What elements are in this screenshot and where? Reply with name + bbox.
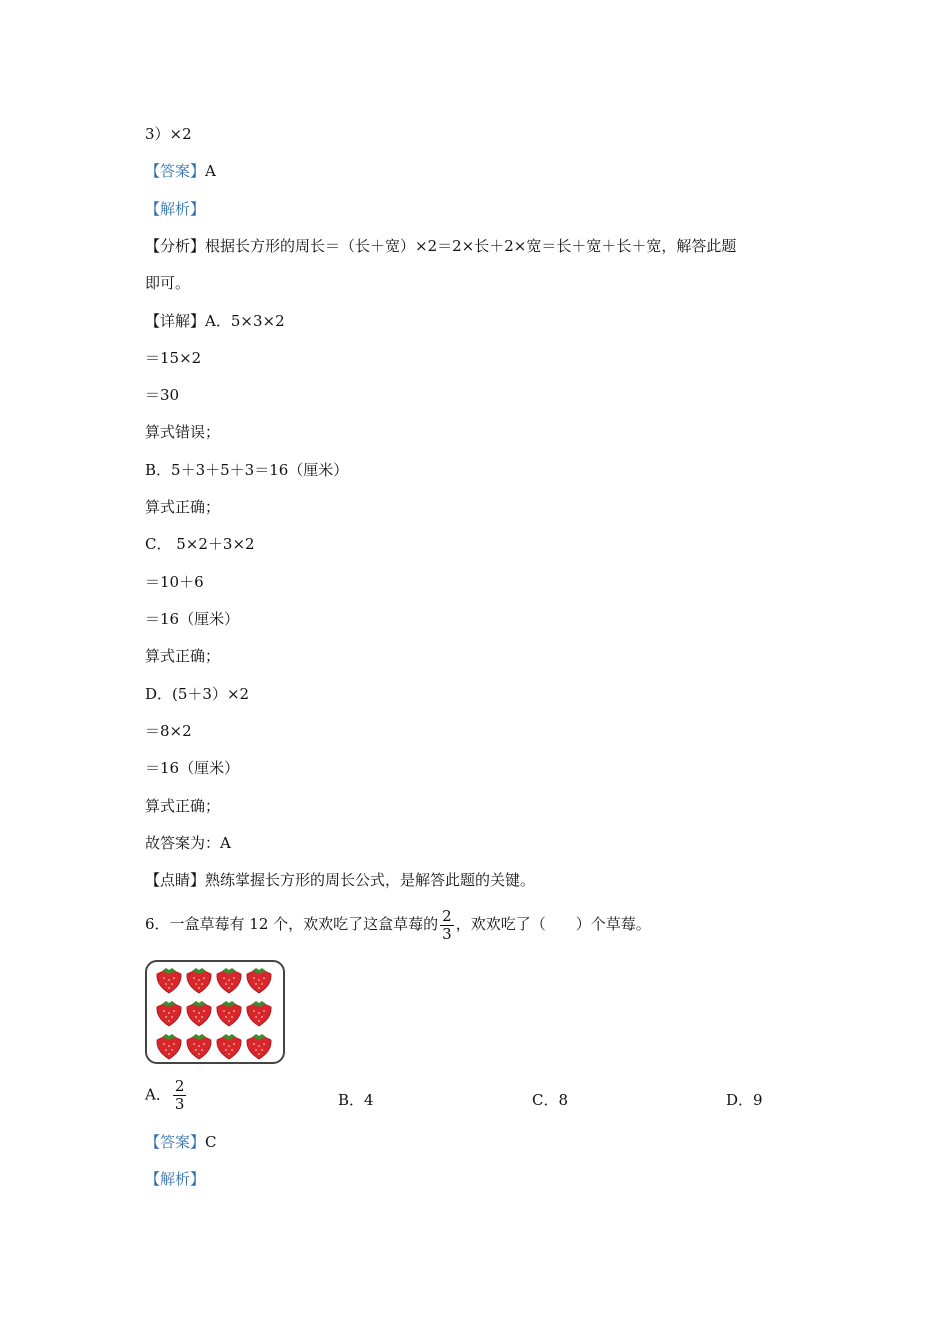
strawberry-icon bbox=[247, 1001, 271, 1026]
text-line: 故答案为：A bbox=[145, 834, 231, 852]
fenxi-tag: 【分析】 bbox=[145, 237, 206, 255]
fenxi-text: 根据长方形的周长＝（长＋宽）×2＝2×长＋2×宽＝长＋宽＋长＋宽，解答此题 bbox=[205, 237, 737, 255]
strawberry-icon bbox=[187, 968, 211, 993]
strawberry-box bbox=[145, 960, 285, 1064]
text-line: D．(5＋3）×2 bbox=[145, 685, 250, 703]
text-line: C． 5×2＋3×2 bbox=[145, 535, 255, 553]
option-a[interactable] bbox=[145, 1078, 188, 1113]
option-a-fraction bbox=[173, 1078, 187, 1113]
strawberry-icon bbox=[247, 1034, 271, 1059]
option-a-label: A． bbox=[145, 1085, 171, 1104]
fraction-numerator: 2 bbox=[442, 906, 452, 925]
question-prefix: 6．一盒草莓有 12 个，欢欢吃了这盒草莓的 bbox=[145, 915, 439, 933]
xiangjie-line bbox=[145, 311, 285, 331]
strawberry-icon bbox=[247, 968, 271, 993]
text-line: ＝16（厘米） bbox=[145, 610, 240, 628]
text-line: 即可。 bbox=[145, 274, 191, 292]
fraction-denominator: 3 bbox=[174, 1095, 185, 1113]
fenxi-line bbox=[145, 236, 736, 256]
answer-line bbox=[145, 161, 216, 181]
question-fraction bbox=[440, 908, 454, 943]
answer-value: C bbox=[205, 1133, 217, 1151]
text-line: ＝8×2 bbox=[145, 722, 192, 740]
text-line: ＝16（厘米） bbox=[145, 759, 240, 777]
text-line: 算式正确； bbox=[145, 647, 221, 665]
strawberry-icon bbox=[217, 968, 241, 993]
strawberry-icon bbox=[157, 1001, 181, 1026]
answer-tag: 【答案】 bbox=[145, 162, 206, 180]
question-suffix: ，欢欢吃了（ ）个草莓。 bbox=[455, 915, 651, 933]
answer-line-2 bbox=[145, 1132, 217, 1152]
strawberry-icon bbox=[157, 968, 181, 993]
dianjing-text: 熟练掌握长方形的周长公式，是解答此题的关键。 bbox=[205, 871, 536, 889]
option-c[interactable]: C．8 bbox=[532, 1091, 569, 1109]
strawberry-icon bbox=[217, 1001, 241, 1026]
text-line: B．5＋3＋5＋3＝16（厘米） bbox=[145, 461, 349, 479]
analysis-tag: 【解析】 bbox=[145, 200, 206, 218]
text-line: 3）×2 bbox=[145, 125, 192, 143]
text-line: ＝10＋6 bbox=[145, 573, 204, 591]
strawberry-icon bbox=[187, 1034, 211, 1059]
dianjing-line bbox=[145, 870, 535, 890]
answer-tag: 【答案】 bbox=[145, 1133, 206, 1151]
strawberry-icon bbox=[217, 1034, 241, 1059]
analysis-tag-2: 【解析】 bbox=[145, 1170, 206, 1188]
option-b[interactable]: B．4 bbox=[338, 1091, 374, 1109]
text-line: 算式正确； bbox=[145, 797, 221, 815]
strawberry-grid bbox=[147, 962, 283, 1062]
answer-value: A bbox=[205, 162, 216, 180]
dianjing-tag: 【点睛】 bbox=[145, 871, 206, 889]
fraction-numerator: 2 bbox=[174, 1077, 185, 1095]
question-6 bbox=[145, 906, 651, 943]
xiangjie-text: A．5×3×2 bbox=[205, 312, 285, 330]
text-line: ＝30 bbox=[145, 386, 180, 404]
text-line: 算式错误； bbox=[145, 423, 221, 441]
strawberry-icon bbox=[157, 1034, 181, 1059]
option-d[interactable]: D．9 bbox=[726, 1091, 763, 1109]
fraction-denominator: 3 bbox=[442, 924, 452, 943]
text-line: 算式正确； bbox=[145, 498, 221, 516]
xiangjie-tag: 【详解】 bbox=[145, 312, 206, 330]
text-line: ＝15×2 bbox=[145, 349, 202, 367]
strawberry-icon bbox=[187, 1001, 211, 1026]
